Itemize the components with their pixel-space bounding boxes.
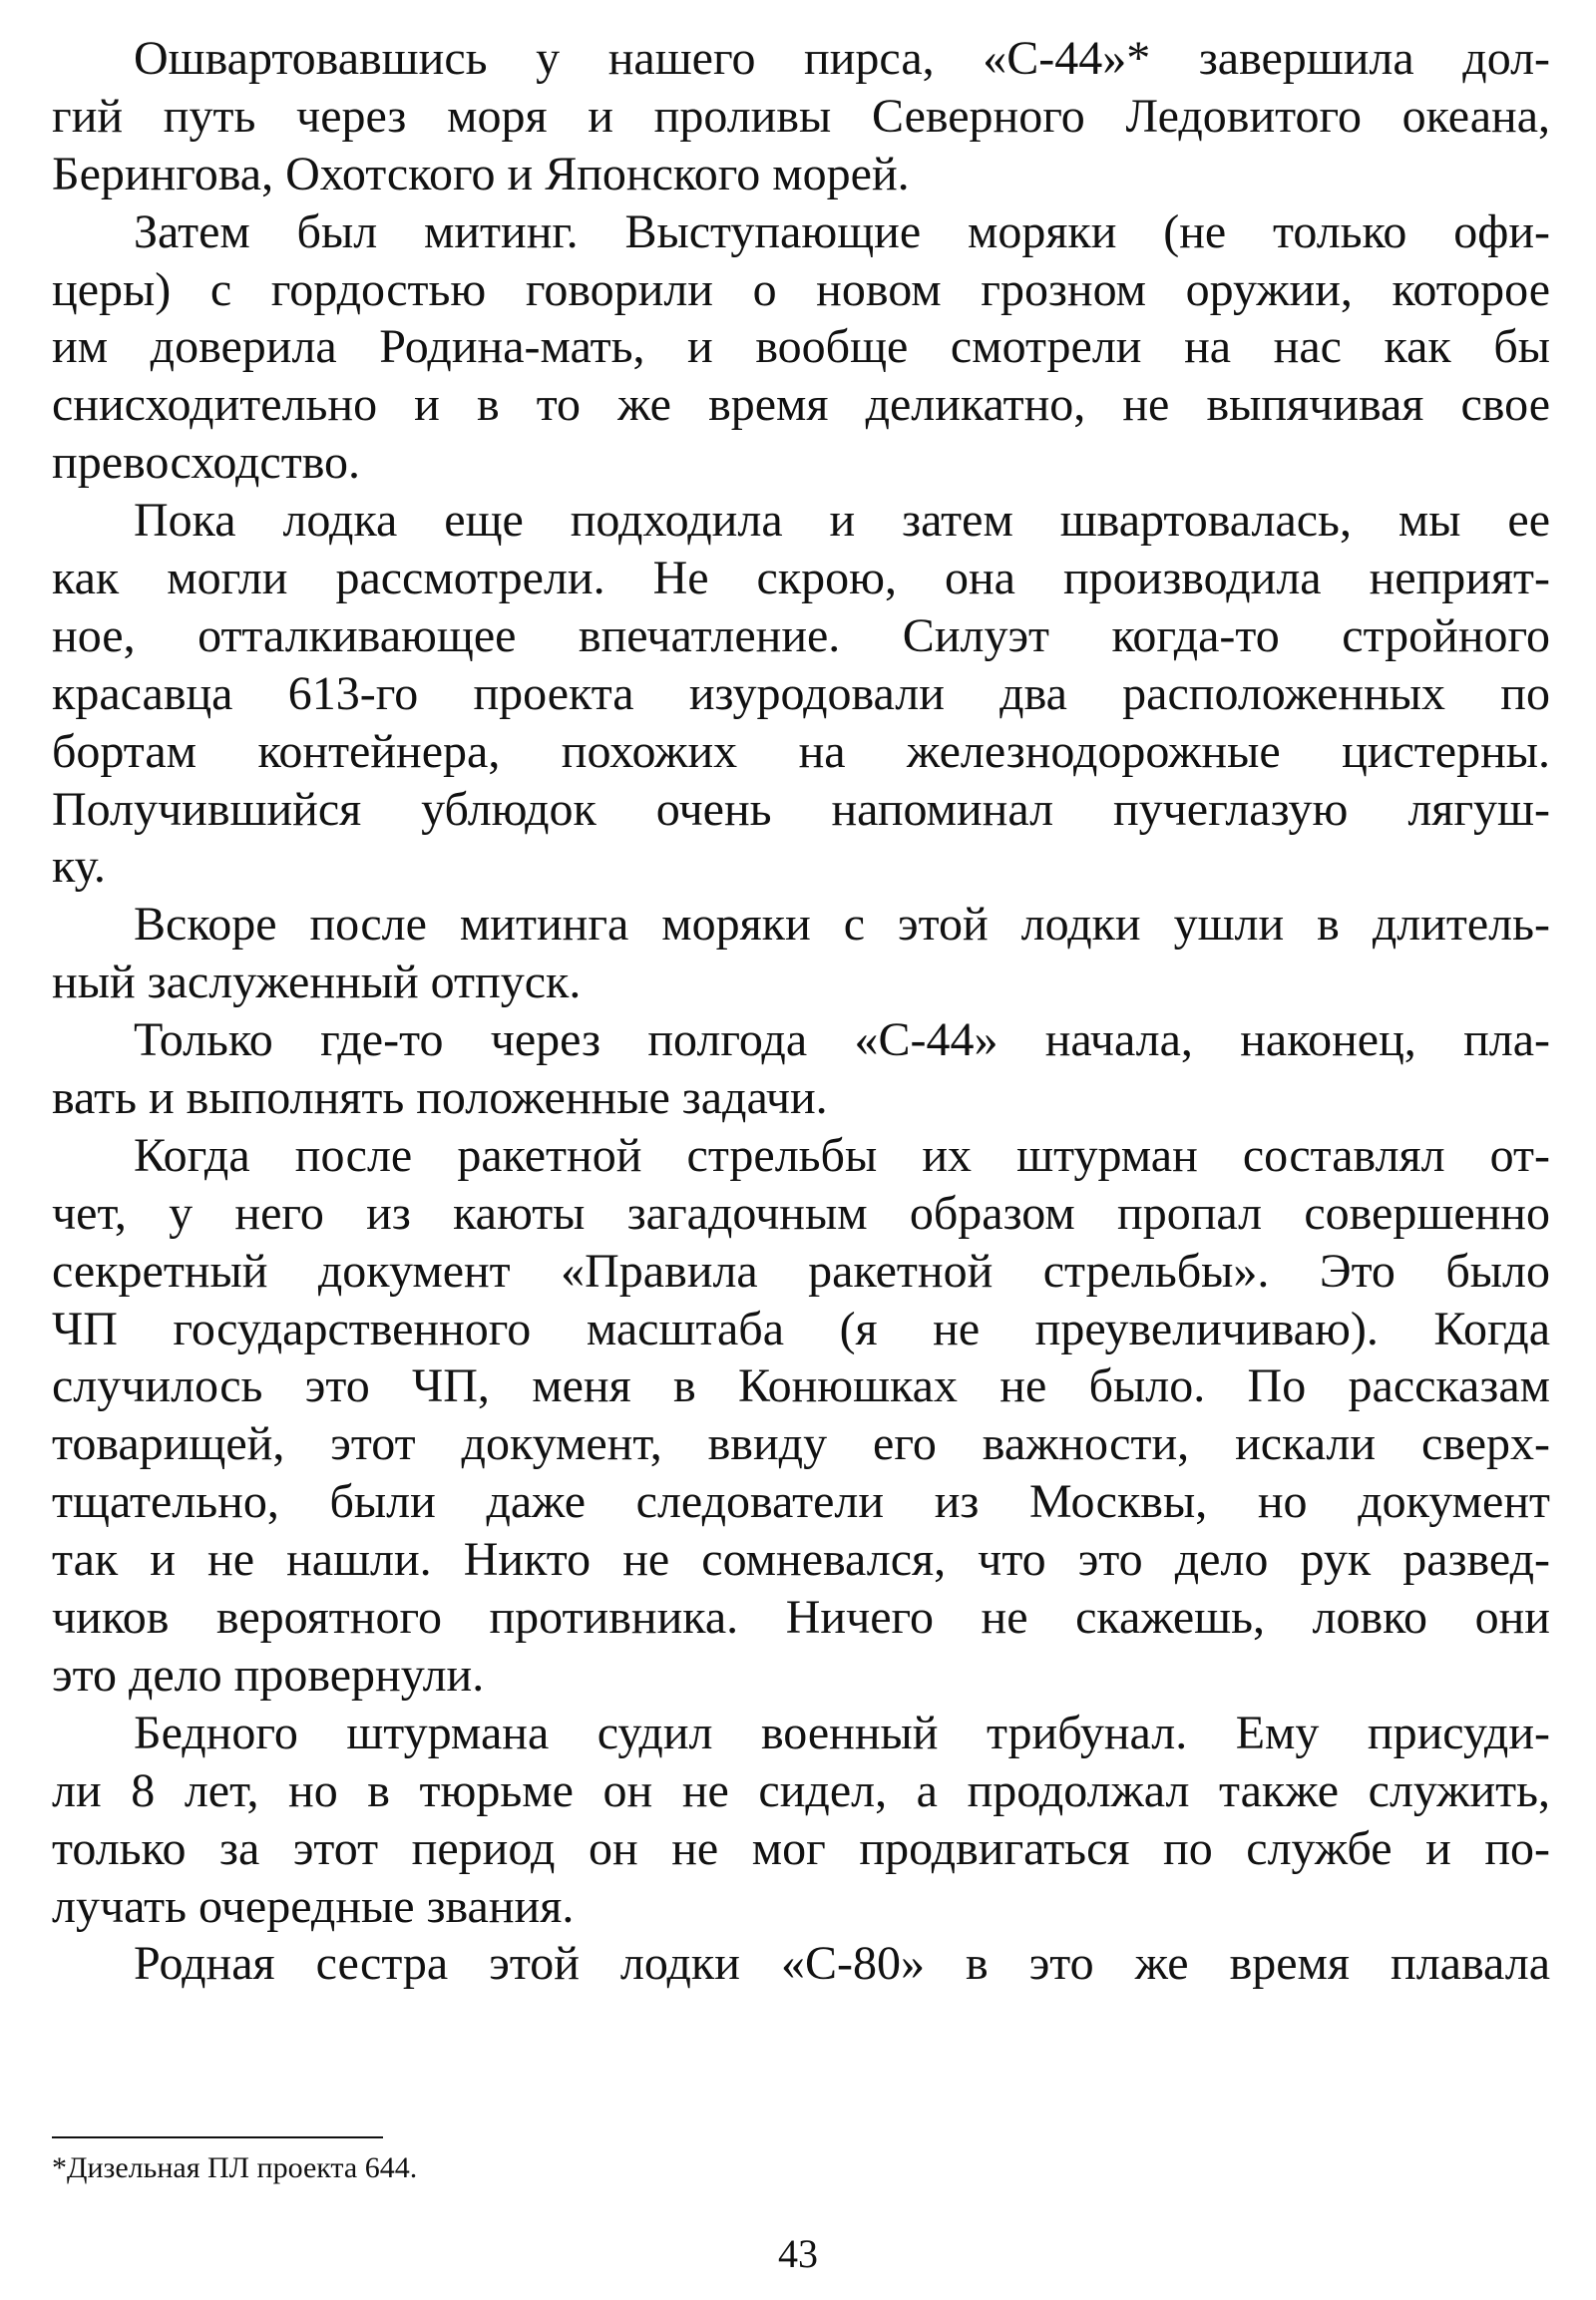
text-line: секретный документ «Правила ракетной стрельбы». Это было xyxy=(52,1244,1550,1298)
text-line: лучать очередные звания. xyxy=(52,1879,575,1933)
text-line: им доверила Родина-мать, и вообще смотрели на нас как бы xyxy=(52,320,1550,374)
text-line: Вскоре после митинга моряки с этой лодки ушли в длитель- xyxy=(134,898,1550,952)
text-line: ку. xyxy=(52,840,106,894)
text-line: ное, отталкивающее впечатление. Силуэт когда-то стройного xyxy=(52,608,1550,662)
footnote-divider xyxy=(52,2136,383,2138)
text-line: Затем был митинг. Выступающие моряки (не только офи- xyxy=(134,204,1550,258)
text-line: церы) с гордостью говорили о новом грозном оружии, которое xyxy=(52,262,1550,316)
text-line: товарищей, этот документ, ввиду его важности, искали сверх- xyxy=(52,1417,1550,1471)
text-line: чиков вероятного противника. Ничего не скажешь, ловко они xyxy=(52,1591,1550,1645)
text-line: гий путь через моря и проливы Северного Ледовитого океана, xyxy=(52,89,1550,143)
text-line: Получившийся ублюдок очень напоминал пучеглазую лягуш- xyxy=(52,782,1550,836)
text-line: Когда после ракетной стрельбы их штурман составлял от- xyxy=(134,1128,1550,1182)
text-line: ли 8 лет, но в тюрьме он не сидел, а продолжал также служить, xyxy=(52,1763,1550,1817)
footnote: *Дизельная ПЛ проекта 644. xyxy=(52,2151,418,2184)
body-text xyxy=(52,30,1550,1993)
page-number: 43 xyxy=(778,2231,818,2276)
text-line: только за этот период он не мог продвигаться по службе и по- xyxy=(52,1821,1550,1875)
text-line: снисходительно и в то же время деликатно, не выпячивая свое xyxy=(52,378,1550,432)
text-line: красавца 613-го проекта изуродовали два расположенных по xyxy=(52,666,1550,720)
text-line: это дело провернули. xyxy=(52,1648,485,1702)
text-line: Ошвартовавшись у нашего пирса, «С-44»* завершила дол- xyxy=(134,32,1550,85)
text-line: превосходство. xyxy=(52,436,361,490)
text-line: ЧП государственного масштаба (я не преувеличиваю). Когда xyxy=(52,1302,1550,1355)
text-line: Берингова, Охотского и Японского морей. xyxy=(52,147,910,200)
text-line: Бедного штурмана судил военный трибунал. Ему присуди- xyxy=(134,1706,1550,1759)
text-line: вать и выполнять положенные задачи. xyxy=(52,1071,828,1125)
text-line: бортам контейнера, похожих на железнодорожные цистерны. xyxy=(52,724,1550,778)
text-line: так и не нашли. Никто не сомневался, что это дело рук развед- xyxy=(52,1533,1550,1587)
text-line: Только где-то через полгода «С-44» начала, наконец, пла- xyxy=(134,1013,1550,1067)
text-line: тщательно, были даже следователи из Москвы, но документ xyxy=(52,1475,1550,1529)
text-line: Родная сестра этой лодки «С-80» в это же время плавала xyxy=(134,1937,1550,1991)
text-line: Пока лодка еще подходила и затем швартовалась, мы ее xyxy=(134,494,1550,548)
text-line: как могли рассмотрели. Не скрою, она производила неприят- xyxy=(52,552,1550,605)
text-line: случилось это ЧП, меня в Конюшках не было. По рассказам xyxy=(52,1359,1550,1413)
text-line: чет, у него из каюты загадочным образом пропал совершенно xyxy=(52,1186,1550,1240)
text-line: ный заслуженный отпуск. xyxy=(52,956,582,1009)
